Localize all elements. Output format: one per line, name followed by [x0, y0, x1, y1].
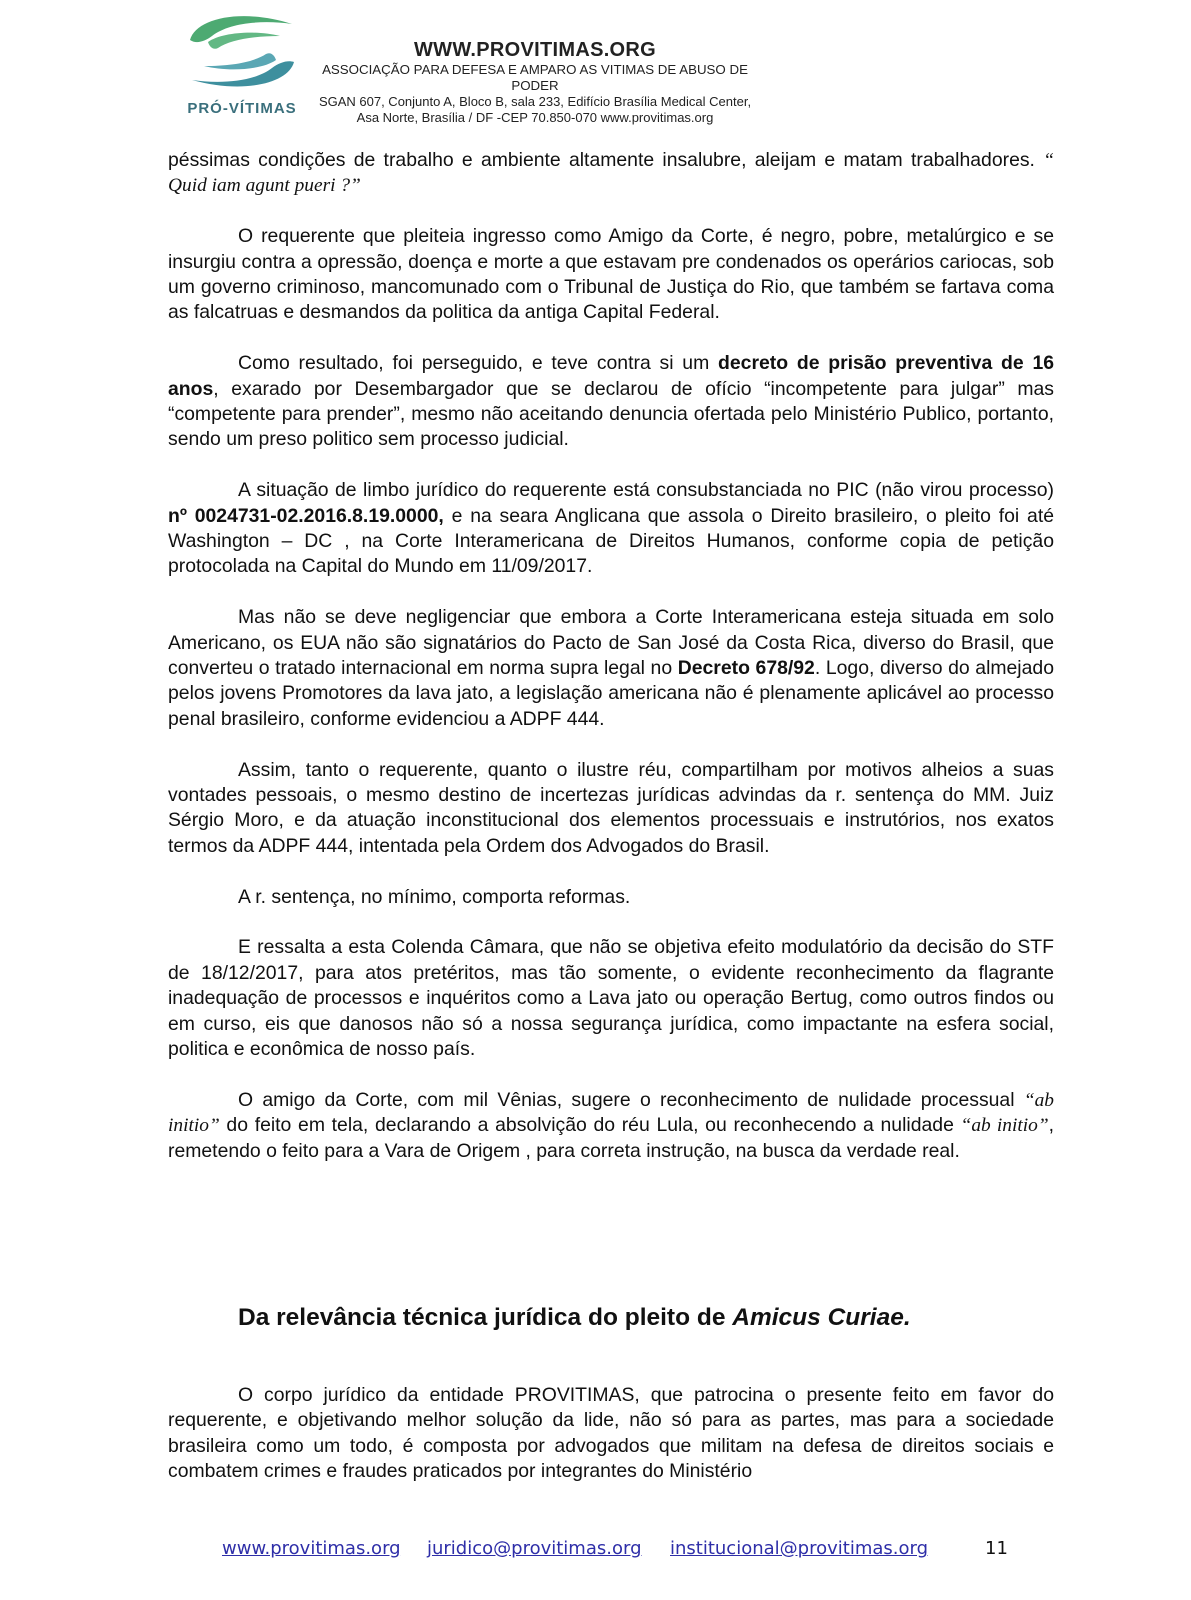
provitimas-logo [176, 10, 308, 122]
footer-institucional-email-link[interactable]: institucional@provitimas.org [670, 1538, 929, 1559]
paragraph-4-c: e na seara Anglicana que assola o Direito brasileiro, o pleito foi até Washington – DC , na Corte Interamericana de Direitos Humanos, conforme copia de petição protocolada na Capital do Mundo em 11/09/2017. [168, 504, 1054, 578]
paragraph-8: E ressalta a esta Colenda Câmara, que não se objetiva efeito modulatório da decisão do STF de 18/12/2017, para atos pretéritos, mas tão somente, o evidente reconhecimento da flagrante inadequação de processos e inquéritos como a Lava jato ou operação Bertug, como outros findos ou em curso, eis que danosos não só a nossa segurança jurídica, como impactante na esfera social, politica e econômica de nosso país. [168, 936, 1054, 1061]
section-heading-italic: Amicus Curiae. [732, 1304, 911, 1331]
paragraph-10: O corpo jurídico da entidade PROVITIMAS, que patrocina o presente feito em favor do requerente, e objetivando melhor solução da lide, não só para as partes, mas para a sociedade brasileira como um todo, é composta por advogados que militam na defesa de direitos sociais e combatem crimes e fraudes praticados por integrantes do Ministério [168, 1384, 1054, 1483]
paragraph-2: O requerente que pleiteia ingresso como Amigo da Corte, é negro, pobre, metalúrgico e se insurgiu contra a opressão, doença e morte a que estavam pre condenados os operários cariocas, sob um governo criminoso, mancomunado com o Tribunal de Justiça do Rio, que também se fartava coma as falcatruas e desmandos da politica da antiga Capital Federal. [168, 225, 1054, 324]
section-heading-text: Da relevância técnica jurídica do pleito de [238, 1304, 733, 1331]
ab-initio-1: “ab initio” [168, 1089, 1054, 1137]
paragraph-3-c: , exarado por Desembargador que se declarou de ofício “incompetente para julgar” mas “competente para prender”, mesmo não aceitando denuncia ofertada pelo Ministério Publico, portanto, sendo um preso politico sem processo judicial. [168, 377, 1054, 451]
paragraph-3 [168, 351, 1054, 453]
paragraph-5-a: Mas não se deve negligenciar que embora a Corte Interamericana esteja situada em solo Americano, os EUA não são signatários do Pacto de San José da Costa Rica, diverso do Brasil, que converteu o tratado internacional em norma supra legal no [168, 606, 1054, 680]
paragraph-5-c: . Logo, diverso do almejado pelos jovens Promotores da lava jato, a legislação americana não é plenamente aplicável ao processo penal brasileiro, conforme evidenciou a ADPF 444. [168, 657, 1054, 730]
paragraph-6: Assim, tanto o requerente, quanto o ilustre réu, compartilham por motivos alheios a suas vontades pessoais, o mesmo destino de incertezas jurídicas advindas da r. sentença do MM. Juiz Sérgio Moro, e da atuação inconstitucional dos elementos processuais e instrutórios, nos exatos termos da ADPF 444, intentada pela Ordem dos Advogados do Brasil. [168, 758, 1054, 857]
letterhead [310, 38, 760, 126]
letterhead-address-line1: SGAN 607, Conjunto A, Bloco B, sala 233, Edifício Brasília Medical Center, [318, 94, 752, 109]
letterhead-address-line2: Asa Norte, Brasília / DF -CEP 70.850-070 www.provitimas.org [356, 110, 714, 125]
ab-initio-2: “ab initio” [960, 1115, 1049, 1137]
paragraph-3-bold: decreto de prisão preventiva de 16 anos [168, 352, 1055, 400]
paragraph-9-e: , remetendo o feito para a Vara de Origem , para correta instrução, na busca da verdade real. [168, 1114, 1054, 1162]
decree-reference: Decreto 678/92 [677, 657, 815, 680]
latin-quote: “ Quid iam agunt pueri ?” [168, 150, 1054, 197]
paragraph-1-text: péssimas condições de trabalho e ambiente altamente insalubre, aleijam e matam trabalhadores. [168, 149, 1044, 171]
letterhead-site: WWW.PROVITIMAS.ORG [413, 39, 657, 61]
logo-text: PRÓ-VÍTIMAS [187, 100, 297, 117]
page-number: 11 [985, 1538, 1008, 1559]
section-heading [238, 1303, 1088, 1333]
paragraph-9-c: do feito em tela, declarando a absolvição do réu Lula, ou reconhecendo a nulidade [219, 1114, 961, 1137]
document-body [168, 148, 1054, 1164]
pic-number: nº 0024731-02.2016.8.19.0000, [168, 504, 444, 527]
paragraph-4-a: A situação de limbo jurídico do requerente está consubstanciada no PIC (não virou processo) [238, 479, 1054, 502]
paragraph-1 [168, 148, 1054, 199]
paragraph-4 [168, 478, 1054, 580]
footer-website-link[interactable]: www.provitimas.org [222, 1538, 401, 1559]
page-footer [0, 1538, 1191, 1568]
paragraph-3-a: Como resultado, foi perseguido, e teve contra si um [238, 352, 719, 375]
document-body-continued [168, 1383, 1054, 1485]
paragraph-5 [168, 605, 1054, 732]
letterhead-org-name: ASSOCIAÇÃO PARA DEFESA E AMPARO AS VITIMAS DE ABUSO DE PODER [322, 62, 748, 93]
paragraph-9-a: O amigo da Corte, com mil Vênias, sugere o reconhecimento de nulidade processual [238, 1088, 1024, 1111]
paragraph-7: A r. sentença, no mínimo, comporta reformas. [238, 885, 631, 908]
paragraph-9 [168, 1088, 1054, 1164]
hands-logo-icon [182, 10, 302, 98]
footer-juridico-email-link[interactable]: juridico@provitimas.org [427, 1538, 642, 1559]
